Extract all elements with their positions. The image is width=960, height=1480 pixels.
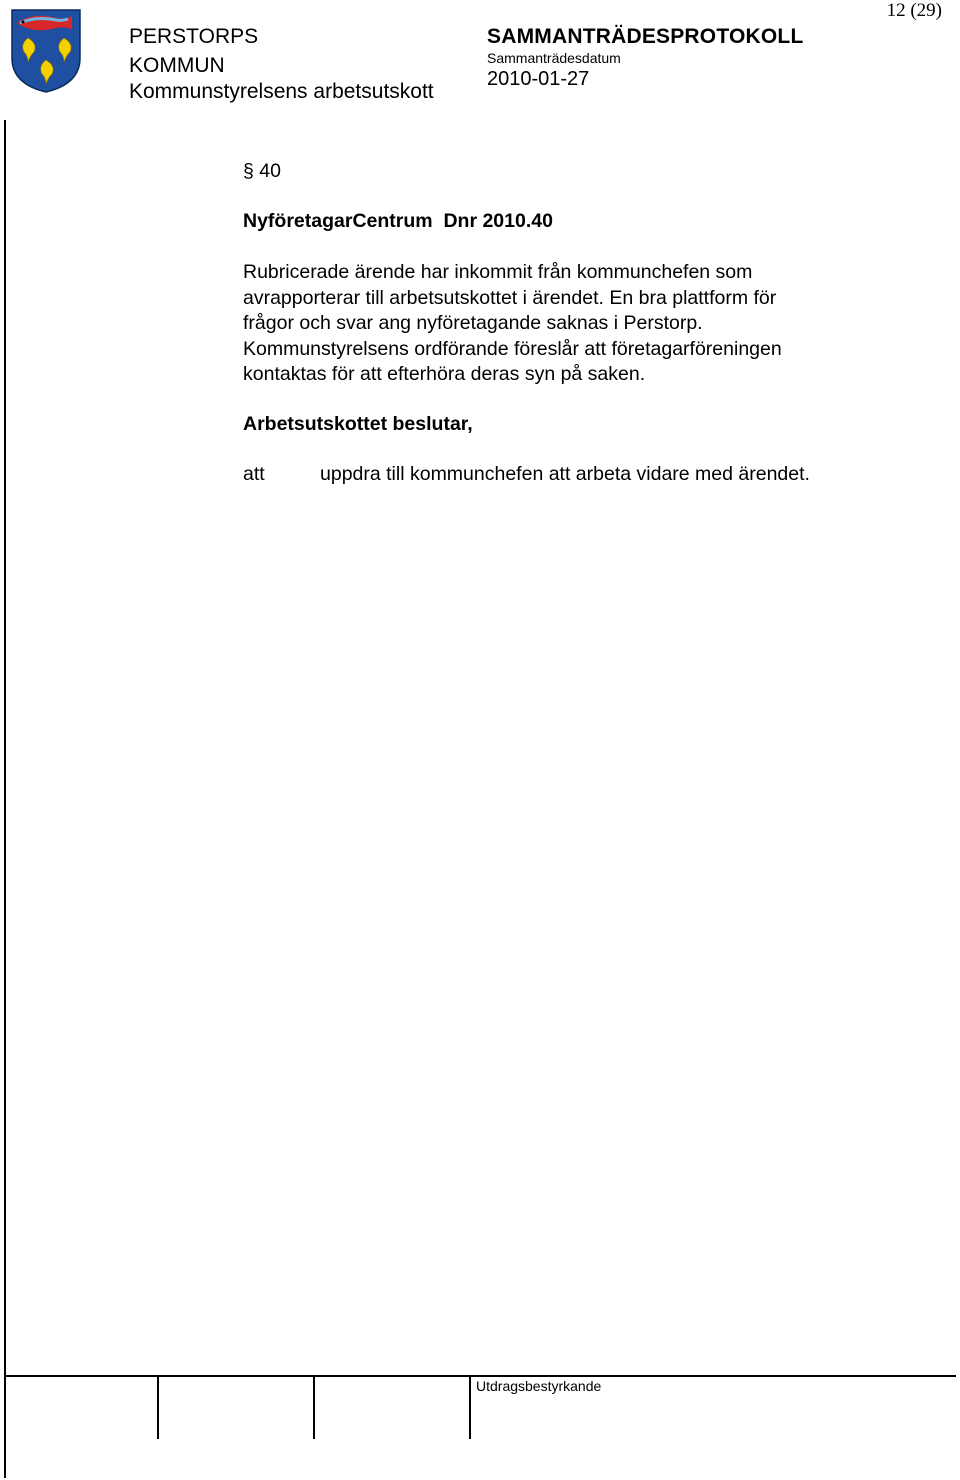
body-line: avrapporterar till arbetsutskottet i ärendet. En bra plattform för	[243, 286, 777, 309]
decision-text: uppdra till kommunchefen att arbeta vidare med ärendet.	[320, 463, 810, 485]
signature-divider	[313, 1375, 315, 1439]
section-body	[243, 260, 782, 388]
meeting-date-label: Sammanträdesdatum	[487, 50, 621, 66]
organization-name-line2: KOMMUN	[129, 54, 225, 77]
footer-rule	[4, 1375, 956, 1377]
signature-divider	[157, 1375, 159, 1439]
meeting-date: 2010-01-27	[487, 68, 590, 90]
page-number: 12 (29)	[886, 0, 942, 21]
body-line: kontaktas för att efterhöra deras syn på saken.	[243, 363, 646, 385]
perstorp-coat-of-arms-icon	[10, 8, 82, 94]
body-line: Kommunstyrelsens ordförande föreslår att företagarföreningen	[243, 337, 782, 360]
organization-name-line1: PERSTORPS	[129, 25, 259, 48]
document-title: SAMMANTRÄDESPROTOKOLL	[487, 25, 804, 48]
certification-label: Utdragsbestyrkande	[476, 1378, 602, 1394]
paragraph-number: § 40	[243, 160, 281, 182]
left-margin-rule	[4, 120, 6, 1478]
committee-name: Kommunstyrelsens arbetsutskott	[129, 80, 434, 103]
decision-heading: Arbetsutskottet beslutar,	[243, 413, 473, 435]
body-line: frågor och svar ang nyföretagande saknas i Perstorp.	[243, 312, 703, 334]
section-heading: NyföretagarCentrum Dnr 2010.40	[243, 210, 553, 232]
decision-att: att	[243, 463, 265, 485]
coat-of-arms	[10, 8, 82, 94]
body-line: Rubricerade ärende har inkommit från kommunchefen som	[243, 261, 753, 283]
signature-divider	[469, 1375, 471, 1439]
